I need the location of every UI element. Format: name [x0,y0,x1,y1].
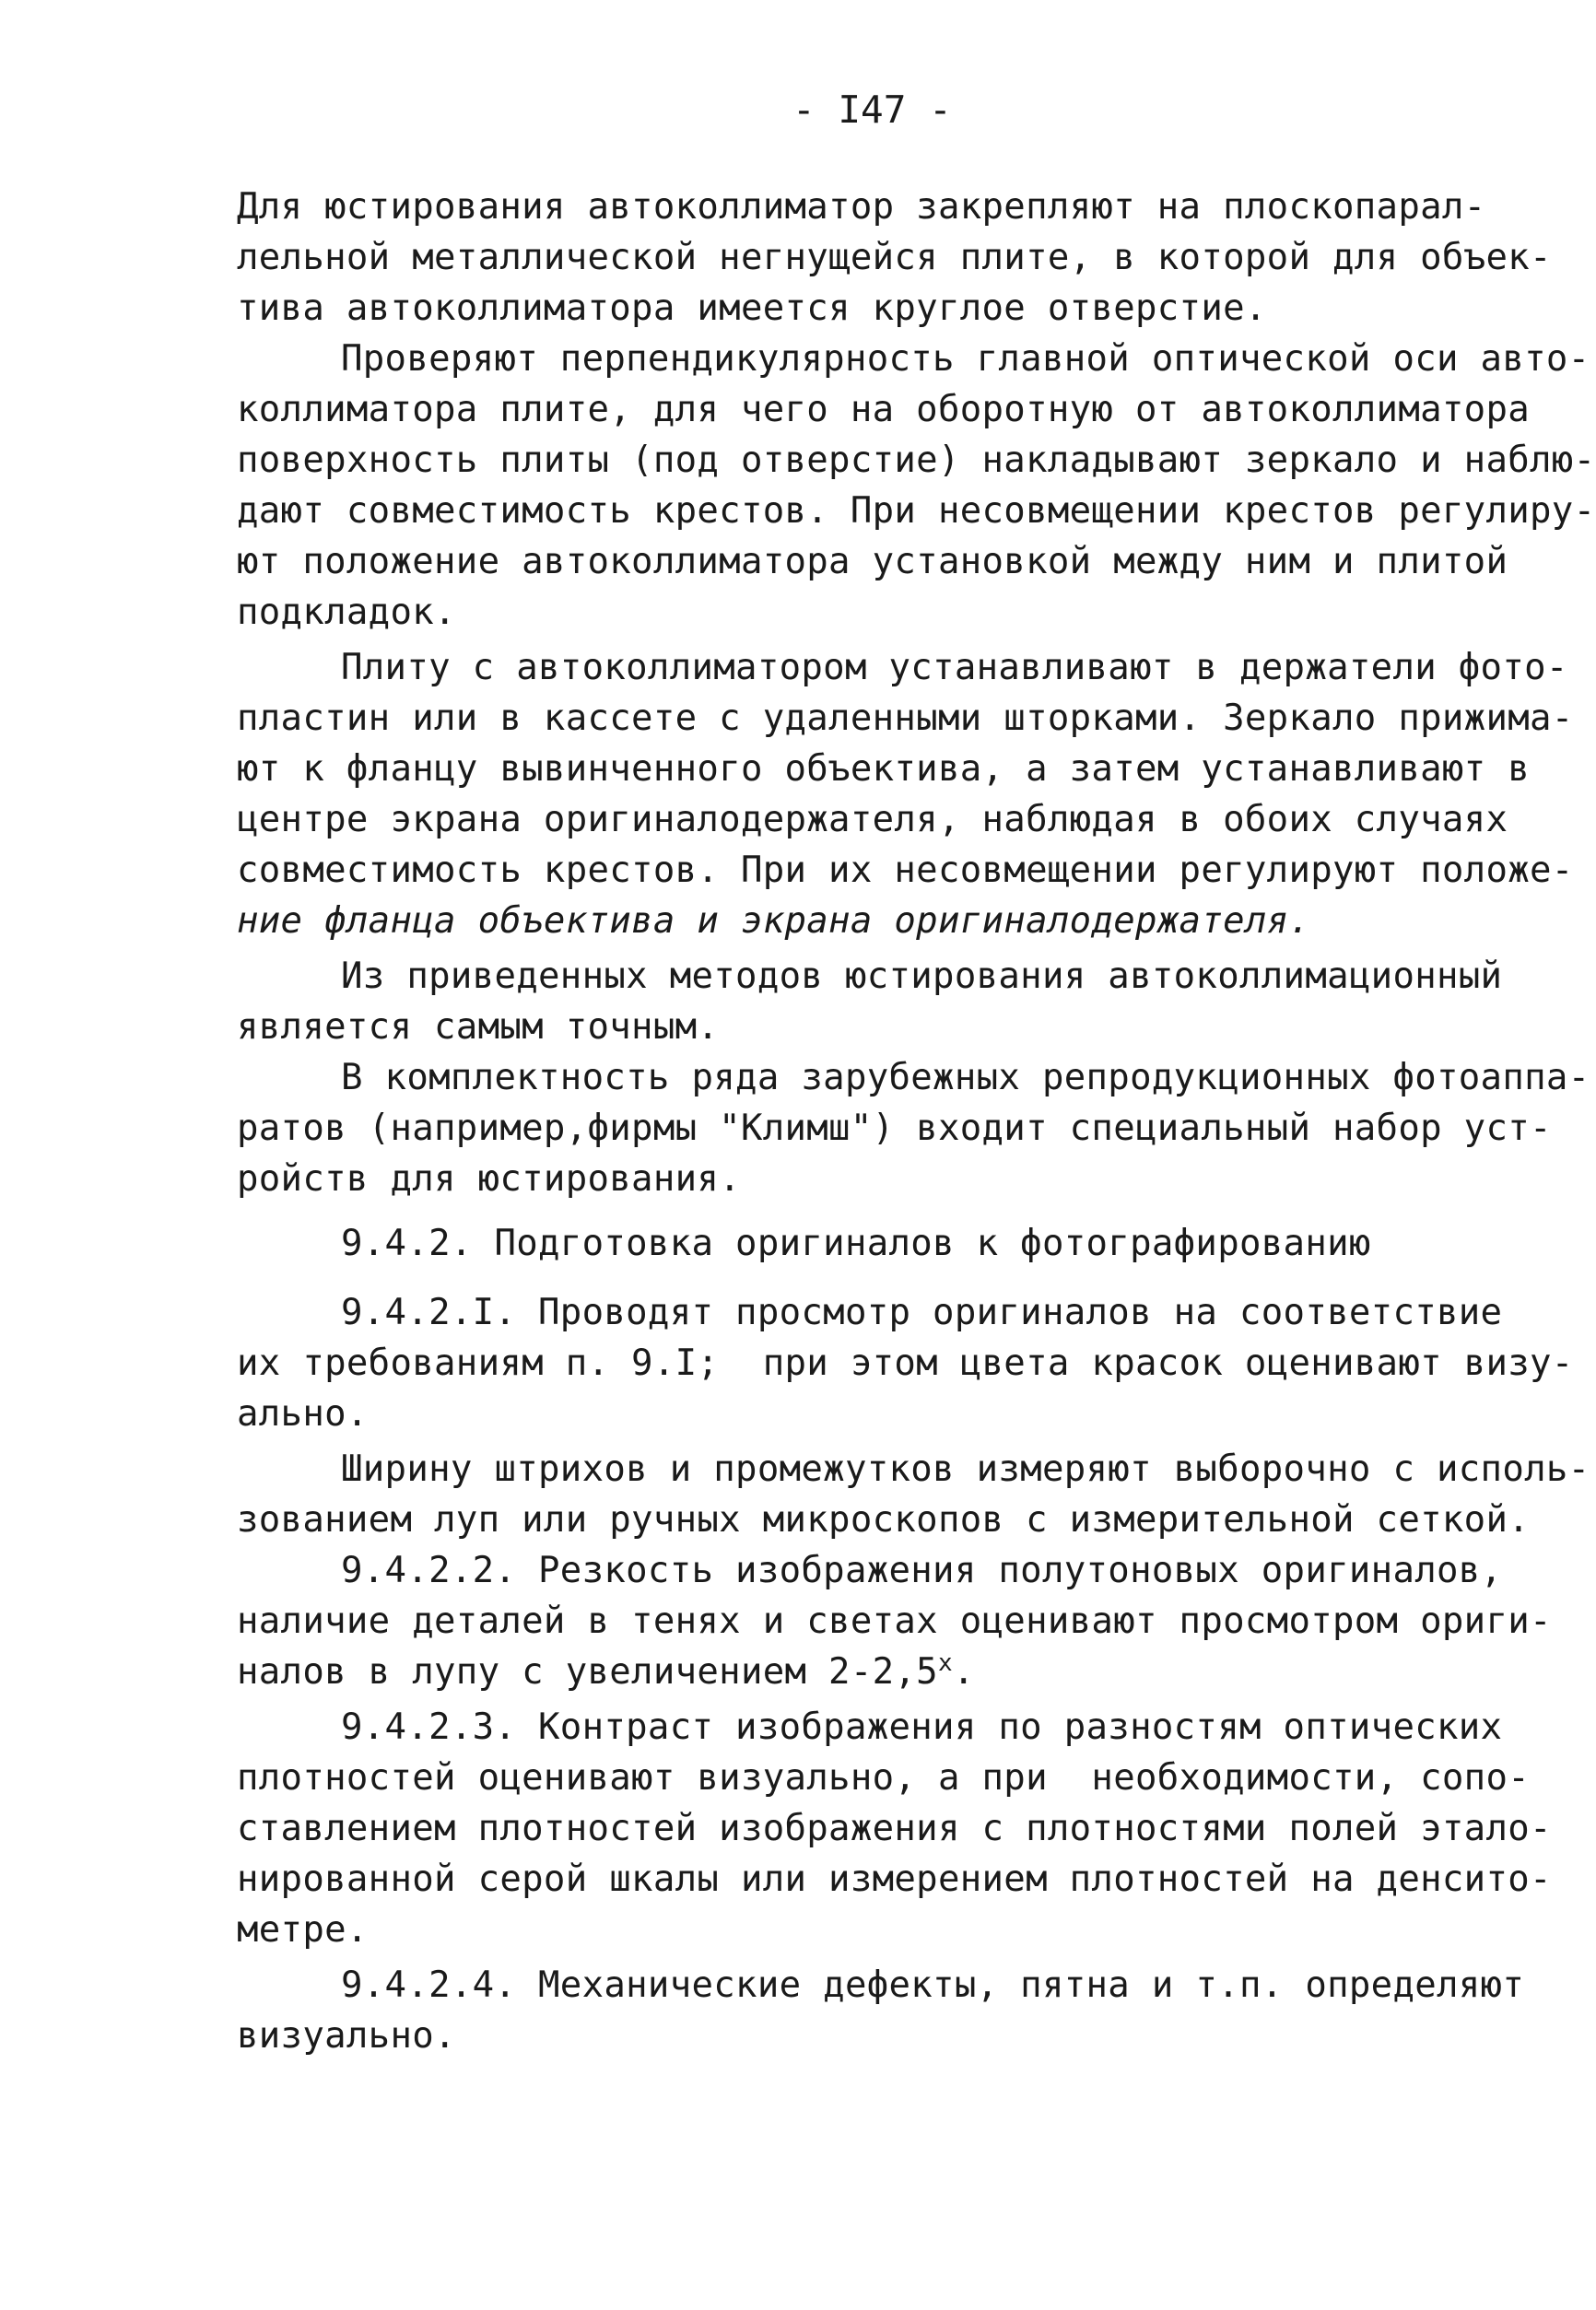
page-number: - I47 - [792,88,952,132]
section-heading: 9.4.2. Подготовка оригиналов к фотографированию [341,1223,1371,1264]
text-line: является самым точным. [237,1006,720,1048]
text-line: совместимость крестов. При их несовмещении регулируют положе- [237,850,1574,891]
text-line: 9.4.2.2. Резкость изображения полутоновых оригиналов, [341,1550,1503,1591]
text-line: 9.4.2.I. Проводят просмотр оригиналов на соответствие [341,1292,1503,1333]
text-line: ройств для юстирования. [237,1158,741,1200]
text-line: Плиту с автоколлиматором устанавливают в держатели фото- [341,647,1568,688]
text-line: визуально. [237,2015,456,2057]
text-line: ют положение автоколлиматора установкой между ним и плитой [237,541,1508,582]
text-line [237,1649,975,1693]
text-line: плотностей оценивают визуально, а при необходимости, сопо- [237,1757,1531,1799]
text-line: В комплектность ряда зарубежных репродукционных фотоаппа- [341,1057,1590,1098]
text-line: тива автоколлиматора имеется круглое отверстие. [237,287,1267,329]
text-line: Проверяют перпендикулярность главной оптической оси авто- [341,338,1590,380]
text-line: зованием луп или ручных микроскопов с измерительной сеткой. [237,1499,1531,1541]
text-line: Для юстирования автоколлиматор закрепляют на плоскопарал- [237,186,1486,228]
text-line: наличие деталей в тенях и светах оценивают просмотром ориги- [237,1601,1552,1642]
text-line: лельной металлической негнущейся плите, в которой для объек- [237,237,1552,278]
text-line: их требованиям п. 9.I; при этом цвета красок оценивают визу- [237,1343,1574,1384]
text-line: дают совместимость крестов. При несовмещении крестов регулиру- [237,490,1596,532]
text-line: ратов (например,фирмы "Климш") входит специальный набор уст- [237,1108,1552,1149]
text-line: подкладок. [237,592,456,633]
text-line: 9.4.2.4. Механические дефекты, пятна и т.п. определяют [341,1964,1525,2006]
text-line: Из приведенных методов юстирования автоколлимационный [341,956,1503,997]
text-line: ние фланца объектива и экрана оригиналодержателя. [237,900,1311,942]
text-line: нированной серой шкалы или измерением плотностей на денсито- [237,1859,1552,1900]
text-line: пластин или в кассете с удаленными шторками. Зеркало прижима- [237,698,1574,739]
text-line: ально. [237,1393,369,1435]
line-text: налов в лупу с увеличением 2-2,5 [237,1651,938,1693]
text-line: коллиматора плите, для чего на оборотную от автоколлиматора [237,389,1531,430]
superscript: х [937,1649,953,1677]
text-line: метре. [237,1909,369,1951]
text-line: центре экрана оригиналодержателя, наблюдая в обоих случаях [237,799,1508,840]
text-line: Ширину штрихов и промежутков измеряют выборочно с исполь- [341,1448,1590,1490]
text-line: ют к фланцу вывинченного объектива, а затем устанавливают в [237,748,1531,790]
text-line: поверхность плиты (под отверстие) накладывают зеркало и наблю- [237,440,1596,481]
text-line: 9.4.2.3. Контраст изображения по разностям оптических [341,1706,1503,1748]
line-end: . [952,1651,975,1693]
text-line: ставлением плотностей изображения с плотностями полей эталo- [237,1808,1552,1849]
